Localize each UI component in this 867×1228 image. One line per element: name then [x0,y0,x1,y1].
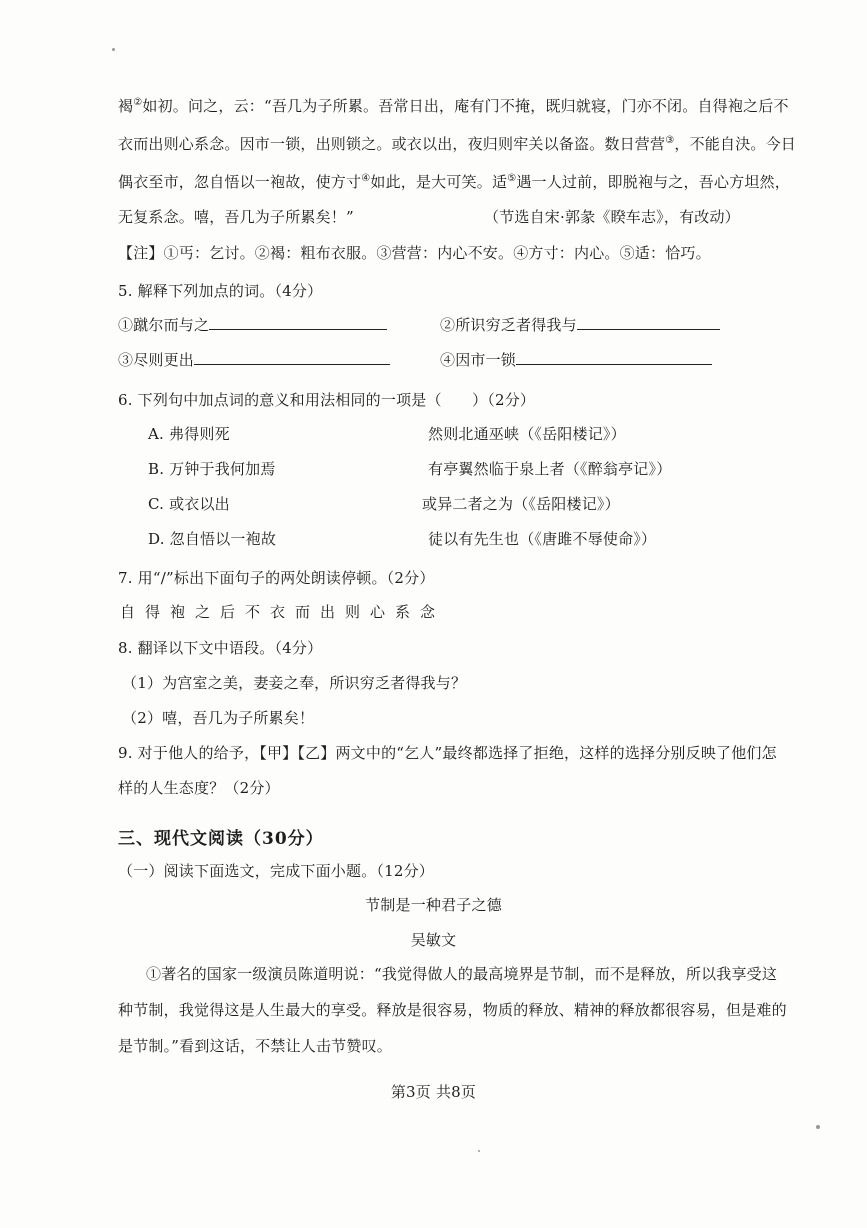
article-title: 节制是一种君子之德 [365,896,502,914]
q8-item-2: （2）嘻，吾几为子所累矣！ [122,709,315,727]
q9-line-2: 样的人生态度？（2分） [118,779,280,797]
passage-line-3: 偶衣至市，忽自悟以一袍故，使方寸④如此，是大可笑。适⑤遇一人过前，即脱袍与之，吾心方坦然， [118,173,790,191]
article-para-line-3: 是节制。”看到这话，不禁让人击节赞叹。 [118,1037,392,1055]
passage-source: （节选自宋·郭彖《睽车志》，有改动） [484,208,740,226]
q5-stem: 5. 解释下列加点的词。（4分） [118,282,323,300]
q8-stem: 8. 翻译以下文中语段。（4分） [118,639,323,657]
page-number: 第3页 共8页 [390,1083,477,1101]
q6-option-b: B. 万钟于我何加焉 [148,460,276,478]
q9-line-1: 9. 对于他人的给予，【甲】【乙】两文中的“乞人”最终都选择了拒绝，这样的选择分别反映了他们怎 [118,744,777,762]
q6-option-d: D. 忽自悟以一袍故 [148,530,277,548]
q5-answer-blank-2[interactable] [577,315,720,330]
scan-speck [816,1125,820,1129]
q5-item-2: ②所识穷乏者得我与 [440,315,720,335]
article-author: 吴敏文 [410,931,457,949]
section-3-subheading: （一）阅读下面选文，完成下面小题。（12分） [118,862,434,880]
passage-annotation: 【注】①丐：乞讨。②褐：粗布衣服。③营营：内心不安。④方寸：内心。⑤适：恰巧。 [118,244,711,262]
q5-answer-blank-4[interactable] [516,350,712,365]
q6-stem: 6. 下列句中加点词的意义和用法相同的一项是（ ）（2分） [118,391,536,409]
passage-line-4: 无复系念。嘻，吾几为子所累矣！” [118,208,354,226]
q6-option-a-compare: 然则北通巫峡（《岳阳楼记》） [428,425,626,443]
q5-item-3: ③尽则更出 [118,350,390,370]
q7-stem: 7. 用“/”标出下面句子的两处朗读停顿。（2分） [118,569,435,587]
q6-option-a: A. 弗得则死 [148,425,230,443]
article-para-line-2: 种节制，我觉得这是人生最大的享受。释放是很容易，物质的释放、精神的释放都很容易，但是难的 [118,1001,787,1019]
q6-option-c-compare: 或异二者之为（《岳阳楼记》） [422,495,620,513]
q5-item-4: ④因市一锁 [440,350,712,370]
scan-speck [112,48,115,51]
section-3-heading: 三、现代文阅读（30分） [118,829,324,849]
article-para-line-1: ①著名的国家一级演员陈道明说：“我觉得做人的最高境界是节制，而不是释放，所以我享受这 [146,965,778,983]
q8-item-1: （1）为宫室之美，妻妾之奉，所识穷乏者得我与？ [122,674,467,692]
q5-answer-blank-1[interactable] [209,315,387,330]
passage-line-1: 褐②如初。问之，云：“吾几为子所累。吾常日出，庵有门不掩，既归就寝，门亦不闭。自得袍之后不 [118,97,789,115]
q6-option-d-compare: 徒以有先生也（《唐雎不辱使命》） [428,530,657,548]
q6-option-b-compare: 有亭翼然临于泉上者（《醉翁亭记》） [428,460,672,478]
q6-option-c: C. 或衣以出 [148,495,230,513]
scan-speck [478,1150,480,1152]
q5-answer-blank-3[interactable] [194,350,390,365]
passage-line-2: 衣而出则心系念。因市一锁，出则锁之。或衣以出，夜归则牢关以备盗。数日营营③，不能自決。今日 [118,135,796,153]
q7-sentence: 自得袍之后不衣而出则心系念 [120,603,446,621]
q5-item-1: ①蹴尔而与之 [118,315,387,335]
